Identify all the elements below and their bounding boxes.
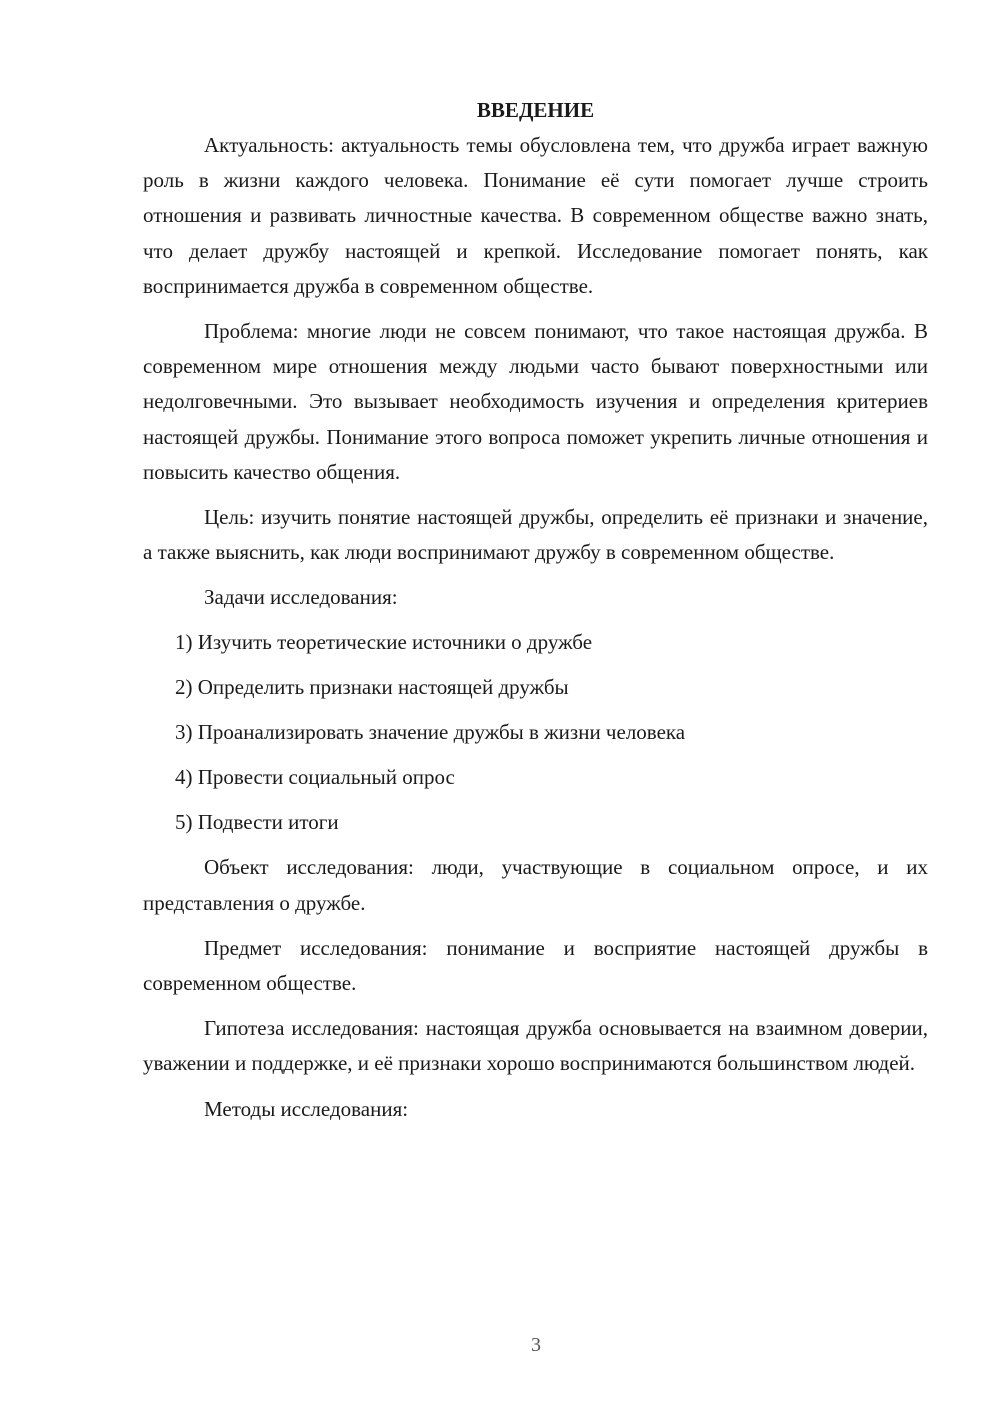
list-item: 1) Изучить теоретические источники о дружбе <box>175 630 593 655</box>
paragraph-problem: Проблема: многие люди не совсем понимают, что такое настоящая дружба. В современном мире отношения между людьми часто бывают поверхностными или недолговечными. Это вызывает необходимость изучения и определения критериев настоящей дружбы. Понимание этого вопроса поможет укрепить личные отношения и повысить качество общения. <box>143 319 928 484</box>
paragraph-relevance: Актуальность: актуальность темы обусловлена тем, что дружба играет важную роль в жизни каждого человека. Понимание её сути помогает лучше строить отношения и развивать личностные качества. В современном обществе важно знать, что делает дружбу настоящей и крепкой. Исследование помогает понять, как воспринимается дружба в современном обществе. <box>143 133 928 298</box>
list-item: 5) Подвести итоги <box>175 810 339 835</box>
paragraph-methods: Методы исследования: <box>204 1096 409 1121</box>
paragraph-hypothesis: Гипотеза исследования: настоящая дружба основывается на взаимном доверии, уважении и поддержке, и её признаки хорошо воспринимаются большинством людей. <box>143 1016 928 1076</box>
page-number: 3 <box>531 1334 541 1356</box>
section-title: ВВЕДЕНИЕ <box>476 98 595 122</box>
document-page <box>143 93 928 1137</box>
paragraph-object: Объект исследования: люди, участвующие в социальном опросе, и их представления о дружбе. <box>143 855 928 915</box>
list-item: 3) Проанализировать значение дружбы в жизни человека <box>175 720 686 745</box>
tasks-heading: Задачи исследования: <box>204 585 398 610</box>
paragraph-goal: Цель: изучить понятие настоящей дружбы, определить её признаки и значение, а также выяснить, как люди воспринимают дружбу в современном обществе. <box>143 505 928 565</box>
paragraph-subject: Предмет исследования: понимание и восприятие настоящей дружбы в современном обществе. <box>143 935 928 996</box>
list-item: 4) Провести социальный опрос <box>175 765 455 790</box>
list-item: 2) Определить признаки настоящей дружбы <box>175 675 569 700</box>
task-list <box>143 625 928 840</box>
